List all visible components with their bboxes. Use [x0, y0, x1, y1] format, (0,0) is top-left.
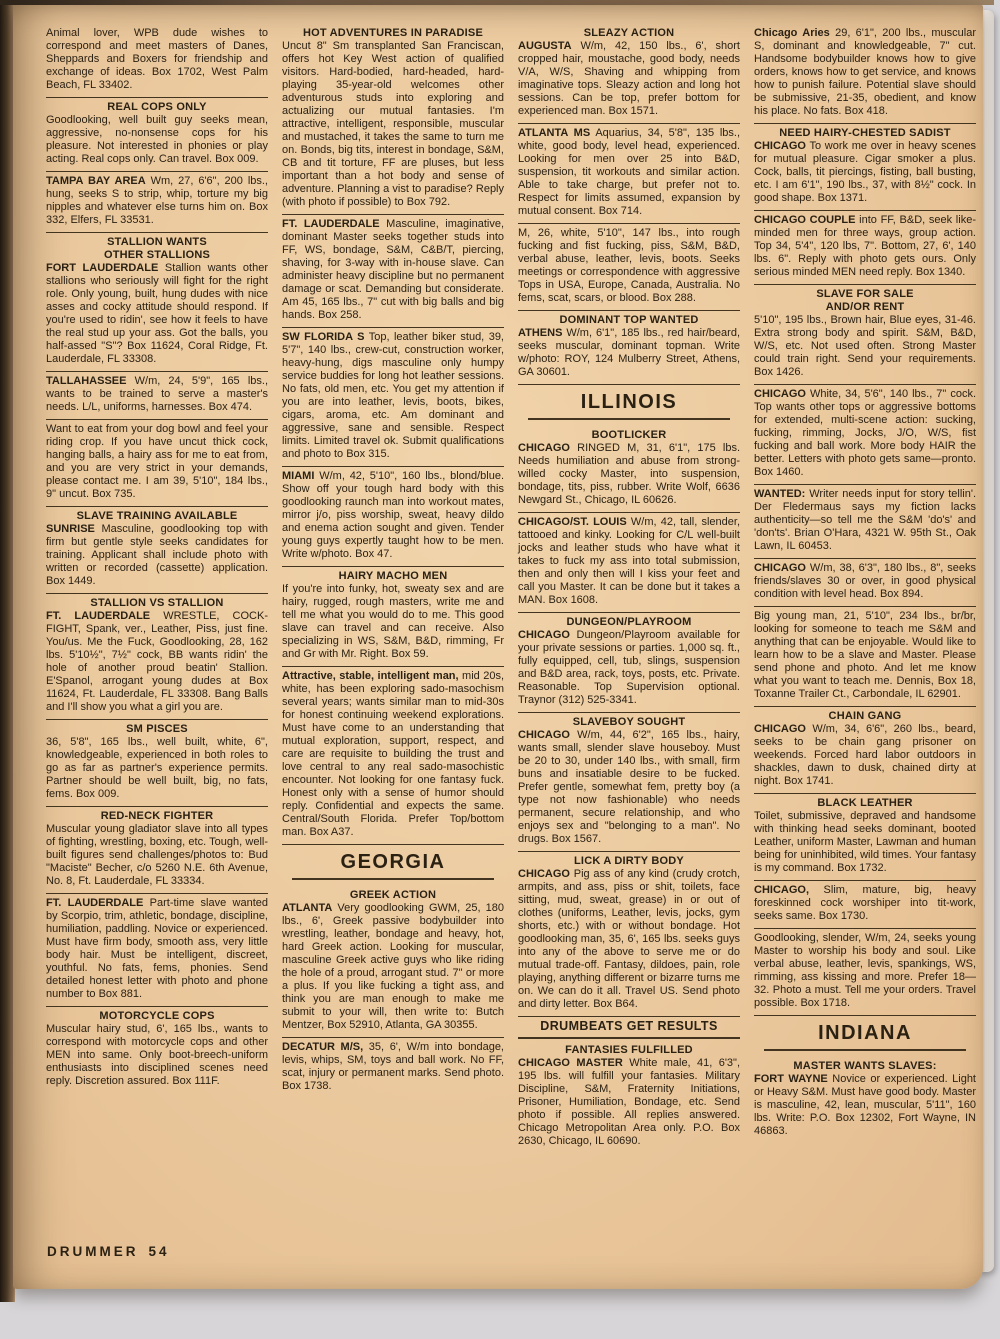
ad-heading: MOTORCYCLE COPS: [99, 1010, 215, 1022]
ad-text: M, 26, white, 5'10", 147 lbs., into rough fucking and fist fucking, piss, S&M, B&D, verbal abuse, leather, levis, boots. Seeks meetings or correspondence with aggressive Tops in USA, Europe, Canada, Australia. No fems, scat, scars, or blood. Box 288.: [518, 227, 740, 304]
ad-lead: AUGUSTA: [518, 40, 572, 52]
ad-text: AUGUSTA W/m, 42, 150 lbs., 6', short cropped hair, moustache, good body, needs V/A, W/S, Shaving and whipping from imaginative tops. Sleazy action and long hot sessions. Can be top, prefer bottom for experienced man. Box 1571.: [518, 40, 740, 117]
classified-ad: [754, 24, 976, 124]
ad-lead: CHICAGO: [754, 388, 806, 400]
ad-lead: CHICAGO COUPLE: [754, 214, 856, 226]
ad-lead: FORT WAYNE: [754, 1073, 828, 1085]
ad-text: TALLAHASSEE W/m, 24, 5'9", 165 lbs., wants to be trained to serve a master's needs. L/L, uniforms, harnesses. Box 474.: [46, 375, 268, 413]
ad-lead: ATHENS: [518, 327, 563, 339]
ad-text: ATLANTA MS Aquarius, 34, 5'8", 135 lbs., white, good body, level head, experienced. Looking for men over 25 into B&D, suspension, tit workouts and similar action. Able to take charge, but prefer not to. Respect for limits assumed, expansion by mutual consent. Box 714.: [518, 127, 741, 217]
ad-text: Goodlooking, well built guy seeks mean, aggressive, no-nonsense cops for his pleasure. Not interested in phonies or play acting. Real cops only. Can travel. Box 009.: [46, 114, 268, 165]
ad-lead: CHICAGO MASTER: [518, 1057, 623, 1069]
state-heading: [754, 1016, 976, 1057]
ad-heading: SLEAZY ACTION: [583, 27, 675, 39]
classified-ad: [518, 311, 740, 385]
classified-ad: [754, 707, 976, 794]
ad-text: Muscular young gladiator slave into all types of fighting, wrestling, boxing, etc. Tough, well-built figures send challenges/photos to: Bud "Maciste" Becher, c/o 5260 N.E. 6th Avenue, No. 8, Ft. Lauderdale, FL 33334.: [46, 823, 268, 887]
ad-lead: CHICAGO,: [754, 884, 809, 896]
ad-lead: CHICAGO: [518, 729, 570, 741]
ad-heading: CHAIN GANG: [828, 710, 902, 722]
state-heading-label: ILLINOIS: [528, 389, 730, 420]
ad-heading: OTHER STALLIONS: [103, 249, 211, 261]
ad-heading: GREEK ACTION: [349, 889, 437, 901]
column: [518, 24, 740, 1224]
classified-ad: [46, 720, 268, 807]
ad-lead: CHICAGO: [518, 442, 570, 454]
ad-text: Toilet, submissive, depraved and handsome with thinking head seeks dominant, booted Leather, uniform Master, Lawman and human being for uninhibited, wild times. Your fantasy is my command. Box 1732.: [754, 810, 976, 874]
state-heading-label: GEORGIA: [292, 849, 494, 880]
ad-text: CHICAGO To work me over in heavy scenes for mutual pleasure. Cigar smoker a plus. Cock, balls, tit piercings, fisting, ball busting, etc. I am 6'1", 190 lbs., 37, with 8½" cock. In good shape. Box 1371.: [754, 140, 976, 204]
state-heading-label: INDIANA: [764, 1020, 966, 1051]
classified-ad: [282, 567, 504, 667]
ad-heading: DUNGEON/PLAYROOM: [566, 616, 692, 628]
ad-text: CHICAGO, Slim, mature, big, heavy foreskinned cock worshiper into tit-work, seeks same. Box 1730.: [754, 884, 976, 922]
ad-text: FT. LAUDERDALE WRESTLE, COCK-FIGHT, Spank, ver., Leather, Piss, just fine. You/us. Me the Fuck, Goodlooking, 28, 162 lbs. 5'10½", 7½" cock, BB wants ridin' the hole of another proud beatin' Stallion. E'Spanol, arrogant young dudes at Box 11624, Ft. Lauderdale, FL 33308. Bang Balls and I'll show you what a girl you are.: [46, 610, 268, 713]
ad-text: DECATUR M/S, 35, 6', W/m into bondage, levis, whips, SM, toys and ball work. No FF, scat, injury or permanent marks. Send photo. Box 1738.: [282, 1041, 504, 1092]
classified-ad: [754, 881, 976, 929]
ad-lead: CHICAGO/ST. LOUIS: [518, 516, 627, 528]
ad-text: MIAMI W/m, 42, 5'10", 160 lbs., blond/blue. Show off your tough hard body with this goodlooking raunch man into workout mates, mirror j/o, piss worship, sweat, heavy dildo and enema action sought and given. Tender young guys expertly taught how to be men. Write w/photo. Box 47.: [282, 470, 505, 560]
classified-ad: [46, 372, 268, 420]
ad-lead: TAMPA BAY AREA: [46, 175, 146, 187]
ad-text: CHICAGO W/m, 44, 6'2", 165 lbs., hairy, wants small, slender slave houseboy. Must be 20 to 30, under 140 lbs., with small, firm buns and insatiable desire to be fucked. Prefer gentle, somewhat fem, pretty boy (a type not now fashionable) who needs permanent, secure relationship, and who enjoys sex and "belonging to a man". No drugs. Box 1567.: [518, 729, 740, 845]
ad-text: FT. LAUDERDALE Part-time slave wanted by Scorpio, trim, athletic, bondage, discipline, humiliation, paddling. Novice or experienced. Must have firm body, smooth ass, very little body hair. Must be intelligent, discreet, youthful. No fats, fems, phonies. Send detailed honest letter with photo and phone number to Box 881.: [46, 897, 268, 1000]
ad-lead: FT. LAUDERDALE: [46, 610, 151, 622]
ad-lead: CHICAGO: [754, 140, 806, 152]
ad-text: If you're into funky, hot, sweaty sex and are hairy, rugged, rough masters, write me and tell me what you would do to me. This good slave can travel and can receive. Also specializing in WS, S&M, B&D, rimming, Fr and Gr with Mr. Right. Box 59.: [282, 583, 504, 660]
classified-ad: [518, 613, 740, 713]
ad-heading: FANTASIES FULFILLED: [565, 1044, 693, 1056]
classified-ad: [518, 224, 740, 311]
ad-text: CHICAGO W/m, 34, 6'6", 260 lbs., beard, seeks to be chain gang prisoner on weekends. Forced hard labor outdoors in shackles, dawn to dusk, chained dirty at night. Box 1741.: [754, 723, 976, 787]
ad-text: WANTED: Writer needs input for story tellin'. Der Fledermaus says my fiction lacks authenticity—so tell me the S&M 'do's' and 'don'ts'. Brian O'Hara, 4321 W. 95th St., Oak Lawn, IL 60453.: [754, 488, 976, 552]
ad-heading: STALLION WANTS: [107, 236, 207, 248]
classified-ad: [46, 233, 268, 372]
ad-text: TAMPA BAY AREA Wm, 27, 6'6", 200 lbs., hung, seeks S to strip, whip, torture my big nipples and whatever else turns him on. Box 332, Elfers, FL 33531.: [46, 175, 268, 226]
classified-ad: [754, 485, 976, 559]
ad-lead: SUNRISE: [46, 523, 95, 535]
ad-text: SUNRISE Masculine, goodlooking top with firm but gentle style seeks candidates for training. Applicant shall include photo with written or recorded (cassette) application. Box 1449.: [46, 523, 268, 587]
ad-lead: TALLAHASSEE: [46, 375, 127, 387]
ad-text: ATHENS W/m, 6'1", 185 lbs., red hair/beard, seeks muscular, dominant topman. Write w/photo: ROY, 124 Mulberry Street, Athens, GA 30601.: [518, 327, 740, 378]
ad-text: CHICAGO COUPLE into FF, B&D, seek like-minded men for three ways, group action. Top 34, 5'4", 120 lbs, 7". Bottom, 27, 6', 140 lbs. 6". Reply with photo gets ours. Only serious minded MEN need reply. Box 1340.: [754, 214, 976, 278]
classified-ad: [518, 24, 740, 124]
ad-text: Animal lover, WPB dude wishes to correspond and meet masters of Danes, Sheppards and Boxers for friendship and exchange of ideas. Box 1702, West Palm Beach, FL 33402.: [46, 27, 268, 91]
state-heading: [282, 845, 504, 886]
ad-lead: FT. LAUDERDALE: [46, 897, 144, 909]
classified-ad: [282, 1038, 504, 1098]
ad-lead: CHICAGO: [754, 723, 806, 735]
classified-ad: [46, 807, 268, 894]
page-footer: [47, 1244, 180, 1259]
ad-text: CHICAGO MASTER White male, 41, 6'3", 195 lbs. will fulfill your fantasies. Military Discipline, S&M, Fraternity Initiations, Prisoner, Humiliation, Bondage, etc. Send photo if possible. All replies answered. Chicago Metropolitan Area only. P.O. Box 2630, Chicago, IL 60690.: [518, 1057, 740, 1147]
footer-page-number: 54: [148, 1244, 170, 1259]
classified-ad: [46, 894, 268, 1007]
ad-heading: AND/OR RENT: [825, 301, 905, 313]
ad-heading: RED-NECK FIGHTER: [100, 810, 214, 822]
classified-ad: [754, 211, 976, 285]
ad-heading: BLACK LEATHER: [817, 797, 913, 809]
classified-ad: [518, 513, 740, 613]
classified-ad: [518, 852, 740, 1017]
classified-ad: [754, 385, 976, 485]
ad-heading: HOT ADVENTURES IN PARADISE: [303, 27, 483, 39]
ad-text: Want to eat from your dog bowl and feel your riding crop. If you have uncut thick cock, hanging balls, a hairy ass for me to eat from, and you are very strict in your demands, please contact me. I am 39, 5'10", 184 lbs., 9" uncut. Box 735.: [46, 423, 268, 500]
ad-text: FT. LAUDERDALE Masculine, imaginative, dominant Master seeks together studs into FF, WS, bondage, S&M, C&B/T, piercing, shaving, for 3-way with in-house slave. Can administer heavy discipline but no permanent damage or scat. Demanding but considerate. Am 45, 165 lbs., 7" cut with big balls and big hands. Box 258.: [282, 218, 504, 321]
ad-text: ATLANTA Very goodlooking GWM, 25, 180 lbs., 6', Greek passive bodybuilder into wrestling, leather, bondage and heavy, hot, hard Greek action. Looking for muscular, masculine Greek active guys who like riding the hole of a proud, arrogant stud. 7" or more a plus. If you like fucking a tight ass, and think you are man enough to make me submit to your will, then write to: Butch Mentzer, Box 52910, Atlanta, GA 30355.: [282, 902, 504, 1031]
ad-text: 5'10", 195 lbs., Brown hair, Blue eyes, 31-46. Extra strong body and spirit. S&M, B&D, W/S, etc. Not used often. Strong Master could train right. Send your requirements. Box 1426.: [754, 314, 976, 378]
ad-text: CHICAGO White, 34, 5'6", 140 lbs., 7" cock. Top wants other tops or aggressive bottoms for extended, multi-scene action: sucking, fucking, rimming, Jocks, J/O, W/S, fist fucking and ball work. More body HAIR the better. Letters with photo gets same—pronto. Box 1460.: [754, 388, 976, 478]
ad-text: CHICAGO W/m, 38, 6'3", 180 lbs., 8", seeks friends/slaves 30 or over, in good physical condition with level head. Box 894.: [754, 562, 976, 600]
classified-ad: [754, 285, 976, 385]
ad-text: SW FLORIDA S Top, leather biker stud, 39, 5'7", 140 lbs., crew-cut, construction worker, heavy-hung, digs masculine only humpy service buddies for long hot leather sessions. No fats, old men, etc. You get my attention if you are into leather, levis, boots, bikes, cigars, aroma, etc. Am dominant and aggressive, sane and sensible. Respect limits. Limited travel ok. Submit qualifications and photo to Box 315.: [282, 331, 504, 460]
ad-lead: CHICAGO: [754, 562, 806, 574]
classified-ad: [282, 215, 504, 328]
classified-ad: [282, 24, 504, 215]
ad-lead: CHICAGO: [518, 629, 570, 641]
columns: [46, 24, 976, 1224]
ad-heading: HAIRY MACHO MEN: [338, 570, 448, 582]
classified-ad: [46, 24, 268, 98]
classified-ad: [754, 794, 976, 881]
classified-ad: [754, 559, 976, 607]
ad-text: Big young man, 21, 5'10", 234 lbs., br/br, looking for someone to teach me S&M and anything that can be enjoyable. Would like to learn how to be a slave and Master. Please send phone and photo. And let me know what you want to teach me. Dennis, Box 18, Toxanne Trailer Ct., Carbondale, IL 62901.: [754, 610, 976, 700]
ad-lead: FT. LAUDERDALE: [282, 218, 380, 230]
results-banner: DRUMBEATS GET RESULTS: [518, 1017, 740, 1039]
classified-ad: [46, 172, 268, 233]
ad-heading: DOMINANT TOP WANTED: [559, 314, 699, 326]
ad-lead: CHICAGO: [518, 868, 570, 880]
classified-ad: [46, 594, 268, 720]
ad-heading: MASTER WANTS SLAVES:: [793, 1060, 937, 1072]
ad-lead: DECATUR M/S,: [282, 1041, 364, 1053]
classified-ad: [754, 124, 976, 211]
ad-text: Attractive, stable, intelligent man, mid 20s, white, has been exploring sado-masochism several years; wants similar man to mid-30s for honest continuing weekend explorations. Must have come to an understanding that mutual exploration, support, respect, and care are requisite to building the trust and love central to any real sado-masochistic encounter. Not looking for one fantasy fuck. Honest only with a sense of humor should reply. Confidential and expects the same. Central/South Florida. Prefer Top/bottom man. Box A37.: [282, 670, 505, 838]
classified-ad: [518, 426, 740, 513]
column: [46, 24, 268, 1224]
ad-lead: MIAMI: [282, 470, 315, 482]
classified-ad: [754, 1057, 976, 1143]
column: [754, 24, 976, 1224]
ad-lead: SW FLORIDA S: [282, 331, 365, 343]
ad-text: CHICAGO Dungeon/Playroom available for your private sessions or parties. 1,000 sq. ft., fully equipped, cell, tub, slings, suspension and B&D area, rack, toys, posts, etc. Private. Reasonable. Top Supervision optional. Traynor (312) 525-3341.: [518, 629, 740, 706]
ad-heading: LICK A DIRTY BODY: [574, 855, 684, 867]
ad-lead: ATLANTA MS: [518, 127, 591, 139]
classified-ad: [46, 420, 268, 507]
ad-text: Chicago Aries 29, 6'1", 200 lbs., muscular S, dominant and knowledgeable, 7" cut. Handsome bodybuilder knows how to give orders, knows how to get service, and knows how to punish failure. Potential slave should be submissive, 21-35, obedient, and know his place. No fats. Box 418.: [754, 27, 976, 117]
state-heading: [518, 385, 740, 426]
ad-heading: BOOTLICKER: [591, 429, 667, 441]
classified-ad: [46, 507, 268, 594]
classified-ad: [282, 467, 504, 567]
ad-heading: REAL COPS ONLY: [107, 101, 207, 113]
column: [282, 24, 504, 1224]
ad-heading: SLAVE TRAINING AVAILABLE: [76, 510, 238, 522]
ad-text: 36, 5'8", 165 lbs., well built, white, 6", knowledgeable, experienced in both roles to go as far as partner's experience permits. Partner should be well built, big, no fats, fems. Box 009.: [46, 736, 268, 800]
ad-text: CHICAGO Pig ass of any kind (crudy crotch, armpits, and ass, piss or shit, toilets, face sitting, mud, sweat, grease) in or out of clothes (uniforms, Leather, levis, jocks, gym shorts, etc.) with or without bondage. Hot goodlooking man, 35, 6', 165 lbs. seeks guys into any of the above to serve me or do mutual trade-off. Fantasy, dildoes, pain, role playing, anything different or bizarre turns me on. We can do it all. Travel US. Send photo and dirty letter. Box B64.: [518, 868, 741, 1010]
classified-ad: [518, 1041, 740, 1153]
ad-heading: NEED HAIRY-CHESTED SADIST: [779, 127, 951, 139]
ad-heading: SM PISCES: [126, 723, 188, 735]
ad-text: Goodlooking, slender, W/m, 24, seeks young Master to worship his body and soul. Like verbal abuse, leather, levis, spankings, WS, rimming, ass kissing and more. Prefer 18—32. Photo a must. Tell me your orders. Travel possible. Box 1718.: [754, 932, 976, 1009]
ad-lead: WANTED:: [754, 488, 806, 500]
footer-magazine-title: DRUMMER: [47, 1244, 139, 1259]
ad-heading: STALLION VS STALLION: [90, 597, 224, 609]
ad-lead: Attractive, stable, intelligent man,: [282, 670, 459, 682]
ad-text: FORT WAYNE Novice or experienced. Light or Heavy S&M. Must have good body. Master is masculine, 42, lean, muscular, 5'11", 160 lbs. Write: P.O. Box 12302, Fort Wayne, IN 46863.: [754, 1073, 976, 1137]
classified-ad: [282, 886, 504, 1038]
ad-lead: Chicago Aries: [754, 27, 830, 39]
ad-text: Muscular hairy stud, 6', 165 lbs., wants to correspond with motorcycle cops and other MEN into same. Only boot-breech-uniform enthusiasts into disciplined scenes need reply. Discretion assured. Box 111F.: [46, 1023, 268, 1087]
ad-text: CHICAGO RINGED M, 31, 6'1", 175 lbs. Needs humiliation and abuse from strong-willed cocky Master, into suspension, bondage, tits, piss, rubber. Write Wolf, 6636 Newgard St., Chicago, IL 60626.: [518, 442, 740, 506]
ad-text: Uncut 8" Sm transplanted San Franciscan, offers hot Key West action of qualified visitors. Hard-bodied, hard-headed, hard-playing 35-year-old welcomes other adventurous studs into exploring and actualizing our mutual fantasies. I'm attractive, intelligent, responsible, muscular and mustached, it takes the same to turn me on. Bonds, big tits, interest in bondage, S&M, CB and tit torture, FF are pluses, but less important than a hot body and sense of adventure. Planning a vist to paradise? Reply (with photo if possible) to Box 792.: [282, 40, 504, 208]
ad-heading: SLAVEBOY SOUGHT: [572, 716, 686, 728]
ad-lead: ATLANTA: [282, 902, 333, 914]
ad-lead: FORT LAUDERDALE: [46, 262, 159, 274]
ad-text: CHICAGO/ST. LOUIS W/m, 42, tall, slender, tattooed and kinky. Looking for C/L well-built jocks and leather studs who have what it takes to fuck my ass into total submission, then and only then will I kiss your feet and call you Master. It can be done but it takes a MAN. Box 1608.: [518, 516, 741, 606]
classified-ad: [282, 667, 504, 845]
classified-ad: [46, 1007, 268, 1093]
magazine-page: [13, 5, 983, 1289]
classified-ad: [518, 713, 740, 852]
ad-text: FORT LAUDERDALE Stallion wants other stallions who seriously will fight for the right role. Only young, built, hung dudes with nice asses and cocky attitude should respond. If you're used to ridin', see how it feels to have the real stud up your ass. Got the balls, you half-assed "S"? Box 11624, Coral Ridge, Ft. Lauderdale, FL 33308.: [46, 262, 268, 365]
classified-ad: [754, 607, 976, 707]
ad-heading: SLAVE FOR SALE: [816, 288, 914, 300]
classified-ad: [46, 98, 268, 172]
classified-ad: [282, 328, 504, 467]
classified-ad: [518, 124, 740, 224]
classified-ad: [754, 929, 976, 1016]
